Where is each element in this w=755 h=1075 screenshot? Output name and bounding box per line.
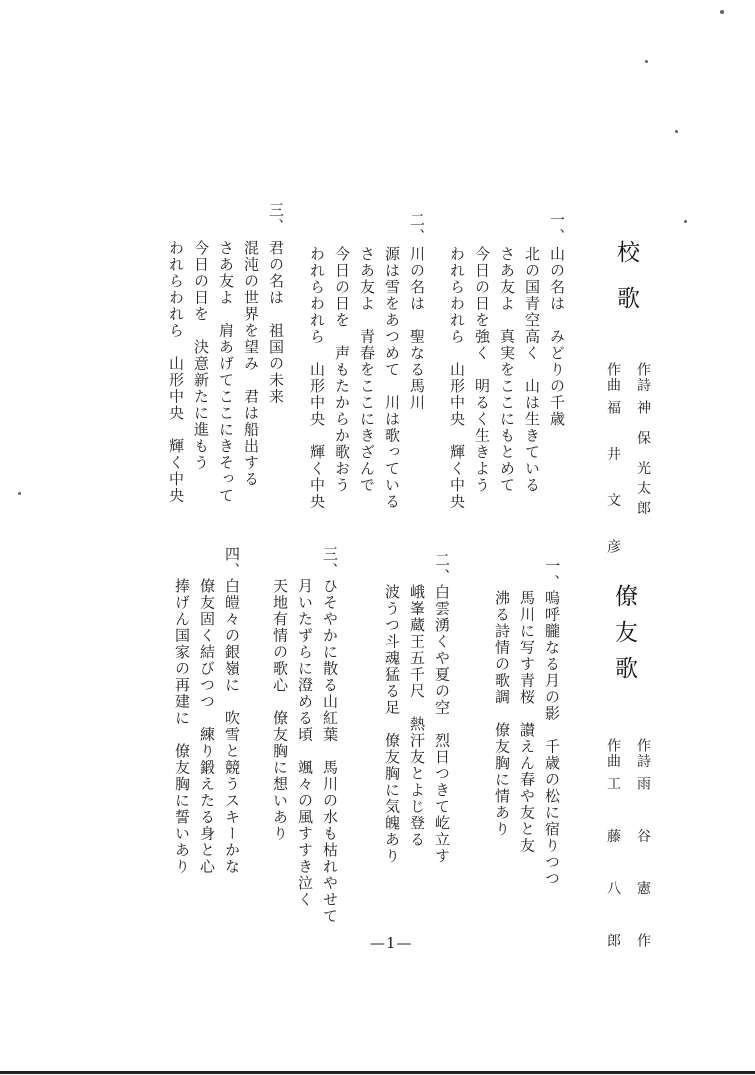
comrade-song-verse-4-number: 四、 xyxy=(223,546,241,579)
school-song-verse-2-line-5: われらわれら 山形中央 輝く中央 xyxy=(308,246,326,510)
school-song-music-role: 作曲 xyxy=(605,362,621,393)
comrade-song-title-char-2: 友 xyxy=(611,620,637,643)
school-song-title-char-1: 校 xyxy=(613,240,639,263)
scan-speck xyxy=(684,220,687,223)
school-song-verse-3-line-2: 混沌の世界を望み 君は船出する xyxy=(242,240,260,488)
scan-speck xyxy=(645,60,648,63)
school-song-verse-3-number: 三、 xyxy=(267,202,285,235)
school-song-lyricist: 神 保 光太郎 xyxy=(635,400,651,521)
comrade-song-music-role: 作曲 xyxy=(605,738,621,769)
school-song-verse-3-line-1: 君の名は 祖国の未来 xyxy=(267,240,285,405)
school-song-verse-2-number: 二、 xyxy=(408,212,426,245)
school-song-verse-1-number: 一、 xyxy=(548,212,566,245)
comrade-song-verse-1-line-3: 沸る詩情の歌調 僚友胸に情あり xyxy=(493,590,511,838)
page-number: —1— xyxy=(370,934,413,952)
comrade-song-composer: 工 藤 八 郎 xyxy=(605,776,621,965)
comrade-song-verse-3-line-3: 天地有情の歌心 僚友胸に想いあり xyxy=(271,578,289,842)
school-song-verse-1-line-3: さあ友よ 真実をここにもとめて xyxy=(498,246,516,494)
school-song-verse-1-line-4: 今日の日を強く 明るく生きよう xyxy=(473,246,491,494)
comrade-song-verse-1-number: 一、 xyxy=(543,558,561,591)
scan-speck xyxy=(18,492,21,495)
comrade-song-lyricist: 雨 谷 憲 作 xyxy=(635,776,651,965)
scan-speck xyxy=(720,10,724,14)
comrade-song-verse-3-line-2: 月いたずらに澄める頃 颯々の風すすき泣く xyxy=(296,578,314,908)
school-song-title-char-2: 歌 xyxy=(613,286,639,309)
comrade-song-title-char-3: 歌 xyxy=(611,656,637,679)
school-song-verse-1-line-2: 北の国青空高く 山は生きている xyxy=(523,246,541,494)
comrade-song-title-char-1: 僚 xyxy=(611,584,637,607)
comrade-song-verse-4-line-2: 僚友固く結びつつ 練り鍛えたる身と心 xyxy=(198,578,216,875)
comrade-song-verse-3-line-1: ひそやかに散る山紅葉 馬川の水も枯れやせて xyxy=(321,578,339,925)
comrade-song-verse-3-number: 三、 xyxy=(321,546,339,579)
school-song-lyrics-role: 作詩 xyxy=(635,362,651,393)
school-song-verse-1-line-1: 山の名は みどりの千歳 xyxy=(548,246,566,428)
school-song-composer: 福 井 文 彦 xyxy=(605,400,621,568)
school-song-verse-2-line-1: 川の名は 聖なる馬川 xyxy=(408,246,426,411)
school-song-verse-3-line-4: 今日の日を 決意新たに進もう xyxy=(192,240,210,471)
school-song-verse-1-line-5: われらわれら 山形中央 輝く中央 xyxy=(448,246,466,510)
school-song-verse-2-line-2: 源は雪をあつめて 川は歌っている xyxy=(383,246,401,510)
comrade-song-lyrics-role: 作詩 xyxy=(635,738,651,769)
comrade-song-verse-4-line-3: 捧げん国家の再建に 僚友胸に誓いあり xyxy=(173,578,191,875)
scan-speck xyxy=(675,130,678,133)
comrade-song-verse-1-line-1: 嗚呼朧なる月の影 千歳の松に宿りつつ xyxy=(543,590,561,887)
comrade-song-verse-1-line-2: 馬川に写す青桜 讃えん春や友と友 xyxy=(518,590,536,854)
school-song-verse-2-line-3: さあ友よ 青春をここにきざんで xyxy=(358,246,376,494)
scan-edge-line xyxy=(0,1071,755,1074)
comrade-song-verse-2-line-1: 白雲湧くや夏の空 烈日つきて屹立す xyxy=(433,584,451,865)
school-song-verse-3-line-5: われらわれら 山形中央 輝く中央 xyxy=(167,240,185,504)
comrade-song-verse-2-line-3: 波うつ斗魂猛る足 僚友胸に気魄あり xyxy=(383,584,401,865)
school-song-verse-3-line-3: さあ友よ 肩あげてここにきそって xyxy=(217,240,235,504)
comrade-song-verse-4-line-1: 白皚々の銀嶺に 吹雪と競うスキーかな xyxy=(223,578,241,875)
comrade-song-verse-2-line-2: 峨峯蔵王五千尺 熱汗友とよじ登る xyxy=(408,584,426,848)
comrade-song-verse-2-number: 二、 xyxy=(433,552,451,585)
school-song-verse-2-line-4: 今日の日を 声もたからか歌おう xyxy=(333,246,351,494)
